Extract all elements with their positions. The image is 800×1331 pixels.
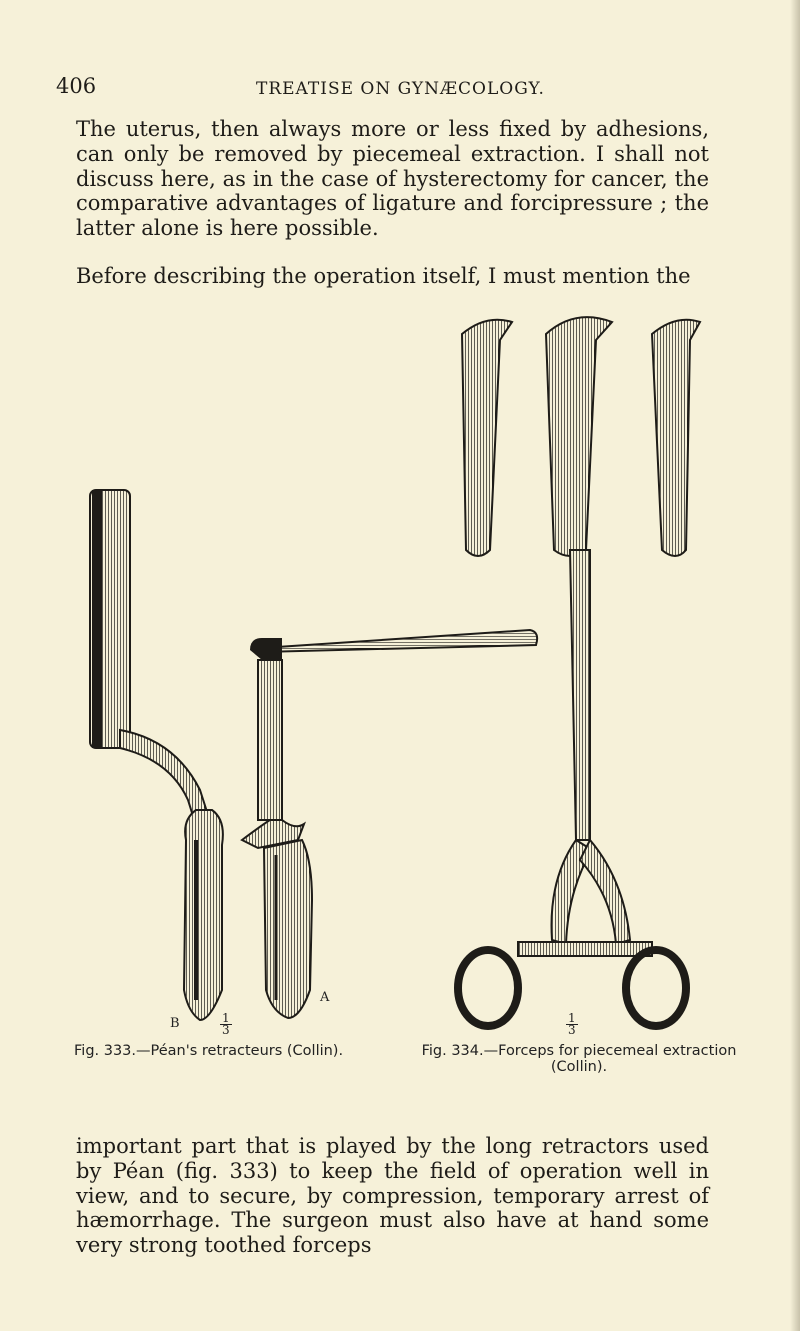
fig-333-scale-numerator: 1	[222, 1011, 230, 1025]
page-number: 406	[56, 74, 97, 98]
illustration-area	[0, 300, 800, 1080]
fig-333-label-b: B	[170, 1016, 180, 1031]
fig-334-scale	[566, 1013, 578, 1036]
fig-334-scale-numerator: 1	[568, 1011, 576, 1025]
fig-333-scale	[220, 1013, 232, 1036]
paragraph-1: The uterus, then always more or less fixed by adhesions, can only be removed by piecemeal extraction. I shall not discuss here, as in the case of hysterectomy for cancer, the comparative advantages of ligature and forcipressure ; the latter alone is here possible.	[76, 117, 709, 241]
fig-334-caption: Fig. 334.—Forceps for piecemeal extraction (Collin).	[421, 1043, 737, 1075]
fig-333-caption: Fig. 333.—Péan's retracteurs (Collin).	[74, 1043, 344, 1059]
running-title: TREATISE ON GYNÆCOLOGY.	[256, 79, 545, 99]
fig-333-label-a: A	[320, 990, 330, 1005]
paragraph-3: important part that is played by the long retractors used by Péan (fig. 333) to keep the field of operation well in view, and to secure, by compression, temporary arrest of hæmorrhage. The surgeon must also have at hand some very strong toothed forceps	[76, 1134, 709, 1258]
piecemeal-forceps	[458, 317, 700, 1026]
paragraph-2: Before describing the operation itself, I must mention the	[76, 264, 691, 288]
retractor-b	[90, 490, 223, 1020]
retractor-a	[242, 630, 537, 1018]
fig-334-scale-denominator: 3	[568, 1023, 576, 1037]
fig-333-scale-denominator: 3	[222, 1023, 230, 1037]
instrument-engravings	[0, 300, 800, 1080]
